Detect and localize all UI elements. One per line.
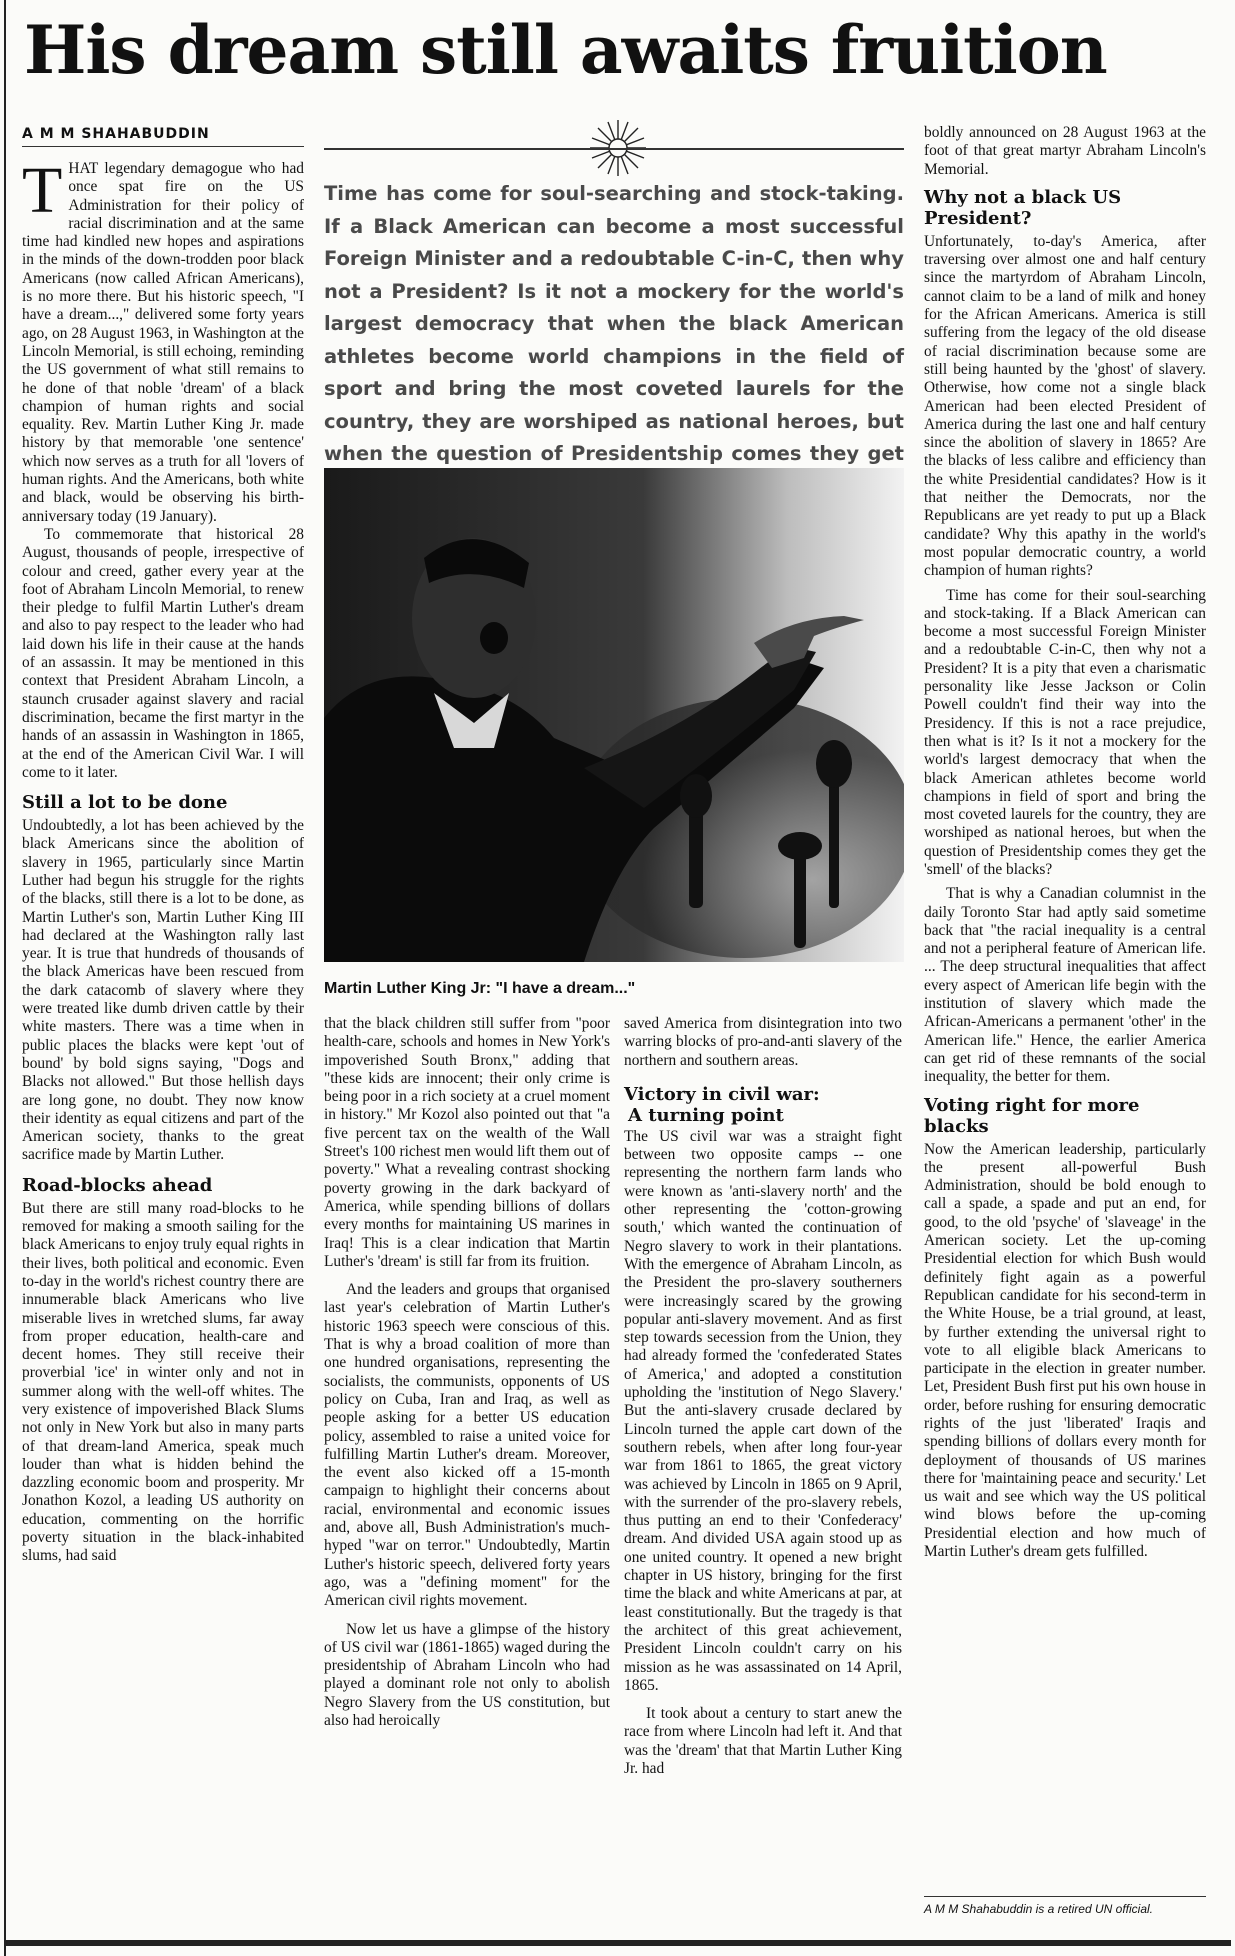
paragraph: Now let us have a glimpse of the history of US civil war (1861-1865) waged during the presidentship of Abraham Lincoln who had played a dominant role not only to abolish Negro Slavery from the US constitution, but also had heroically <box>324 1620 610 1729</box>
paragraph: Undoubtedly, a lot has been achieved by the black Americans since the abolition of slavery in 1965, particularly since Martin Luther had begun his struggle for the rights of the blacks, still there is a lot to be done, as Martin Luther's son, Martin Luther King III had declared at the Washington rally last year. It is true that hundreds of thousands of the black Americas have been rescued from the dark catacomb of slavery where they were treated like dumb driven cattle by their white masters. There was a time when in public places the blacks were kept 'out of bound' by bold signs saying, "Dogs and Blacks not allowed." But those hellish days are long gone, no doubt. They now know their identity as equal citizens and part of the American society, thanks to the great sacrifice made by Martin Luther. <box>22 817 304 1164</box>
paragraph: that the black children still suffer from "poor health-care, schools and homes in New York's impoverished South Bronx," adding that "these kids are innocent; their only crime is being poor in a rich society at a cruel moment in history." Mr Kozol also pointed out that "a five percent tax on the wealth of the Wall Street's 100 richest men would lift them out of poverty." What a revealing contrast shocking poverty growing in the dark backyard of America, while spending billions of dollars every months for maintaining US marines in Iraq! This is a clear indication that Martin Luther's 'dream' is still far from its fruition. <box>324 1015 610 1270</box>
paragraph: That is why a Canadian columnist in the daily Toronto Star had aptly said sometime back that "the racial inequality is a central and not a peripheral feature of American life. ... The deep structural inequalities that affect every aspect of American life begin with the institution of slavery which made the African-Americans a permanent 'other' in the American life." Hence, the earlier America can get rid of these remnants of the social inequality, the better for them. <box>924 885 1206 1086</box>
subheading: Road-blocks ahead <box>22 1174 213 1196</box>
left-border-rule <box>4 0 6 1956</box>
lead-paragraph: THAT legendary demagogue who had once spat fire on the US Administration for their policy of racial discrimination and at the same time had kindled new hopes and aspirations in the minds of the down-trodden poor black Americans (now called African Americans), is no more there. But his historic speech, "I have a dream...," delivered some forty years ago, on 28 August 1963, in Washington at the Lincoln Memorial, is still echoing, reminding the US government of what still remains to he done of that noble 'dream' of a black champion of human rights and social equality. Rev. Martin Luther King Jr. made history by that memorable 'one sentence' which now serves as a truth for all 'lovers of human rights. And the Americans, both white and black, would be observing his birth-anniversary today (19 January). <box>22 154 304 525</box>
subheading: Still a lot to be done <box>22 792 228 814</box>
paragraph: boldly announced on 28 August 1963 at the foot of that great martyr Abraham Lincoln's Memorial. <box>924 124 1206 178</box>
bottom-border-rule <box>4 1940 1231 1946</box>
photo-caption: Martin Luther King Jr: "I have a dream..." <box>324 980 636 997</box>
paragraph: Time has come for their soul-searching and stock-taking. If a Black American can become a most successful Foreign Minister and a redoubtable C-in-C, then why not a President? It is a pity that even a charismatic personality like Jesse Jackson or Colin Powell couldn't find their way into the Presidency. If this is not a race prejudice, then what is it? Is it not a mockery for the world's largest democracy that when the black American athletes become world champions in field of sport and bring the most coveted laurels for the country, they are worshiped as national heroes, but when the question of Presidentship comes they get the 'smell' of the blacks? <box>924 586 1206 878</box>
column-2 <box>324 1015 610 1730</box>
column-4 <box>924 124 1206 1561</box>
subheading: Voting right for more blacks <box>924 1094 1140 1137</box>
martin-luther-king-photo <box>324 468 904 962</box>
paragraph: It took about a century to start anew the race from where Lincoln had left it. And that was the 'dream' that that Martin Luther King Jr. had <box>624 1705 902 1777</box>
paragraph: The US civil war was a straight fight between two opposite camps -- one representing the northern farm lands who were known as 'anti-slavery north' and the other representing the 'cotton-growing south,' which wanted the continuation of Negro slavery to work in their plantations. With the emergence of Abraham Lincoln, as the President the pro-slavery southerners were increasingly scared by the growing popular anti-slavery movement. And as first step towards secession from the Union, they had already formed the 'confederated States of America,' and adopted a constitution upholding the 'institution of Nego Slavery.' But the anti-slavery crusade declared by Lincoln turned the apple cart down of the southern rebels, when after long four-year war from 1861 to 1865, the great victory was achieved by Lincoln in 1865 on 9 April, with the surrender of the pro-slavery rebels, thus putting an end to their 'Confederacy' dream. And divided USA again stood up as one united country. It opened a new bright chapter in US history, bringing for the first time the black and white Americans at par, at least constitutionally. But the tragedy is that the architect of this great achievement, President Lincoln couldn't carry on his mission as he was assassinated on 14 April, 1865. <box>624 1127 902 1694</box>
paragraph: To commemorate that historical 28 August, thousands of people, irrespective of colour and creed, gather every year at the foot of Abraham Lincoln Memorial, to renew their pledge to fulfil Martin Luther's dream and also to pay respect to the leader who had laid down his life in their cause at the hands of an assassin. It may be mentioned in this context that President Abraham Lincoln, a staunch crusader against slavery and racial discrimination, became the first martyr in the hands of an assassin in Washington in 1865, at the end of the American Civil War. I will come to it later. <box>22 525 304 781</box>
author-note: A M M Shahabuddin is a retired UN official. <box>924 1902 1153 1916</box>
drop-cap: T <box>22 154 63 227</box>
subheading: Why not a black US President? <box>924 186 1122 229</box>
byline: A M M SHAHABUDDIN <box>22 126 210 142</box>
paragraph: Unfortunately, to-day's America, after traversing over almost one and half century since the martyrdom of Abraham Lincoln, cannot claim to be a land of milk and honey for the African Americans. America is still suffering from the legacy of the old disease of racial discrimination because some are still being haunted by the 'ghost' of slavery. Otherwise, how come not a single black American had been elected President of America during the last one and half century since the abolition of slavery in 1865? Are the blacks of less calibre and efficiency than the white Presidential candidates? How is it that neither the Democrats, nor the Republicans are yet ready to put up a Black candidate? Why this apathy in the world's most popular democratic country, a world champion of human rights? <box>924 232 1206 580</box>
paragraph: But there are still many road-blocks to he removed for making a smooth sailing for the black Americans to enjoy truly equal rights in their lives, both political and economic. Even to-day in the world's richest country there are innumerable black Americans who live miserable lives in wretched slums, far away from proper education, health-care and decent homes. They still receive their proverbial 'ice' in winter only and not in summer along with the well-off whites. The very existence of impoverished Black Slums not only in New York but also in many parts of that dream-land America, speak much louder than what is hidden behind the dazzling economic boom and prosperity. Mr Jonathon Kozol, a leading US authority on education, commenting on the horrific poverty situation in the black-inhabited slums, had said <box>22 1199 304 1565</box>
paragraph: And the leaders and groups that organised last year's celebration of Martin Luther's historic 1963 speech were conscious of this. That is why a broad coalition of more than one hundred organisations, representing the socialists, the communists, opponents of US policy on Cuba, Iran and Iraq, as well as people asking for a better US education policy, assembled to raise a united voice for fulfilling Martin Luther's dream. Moreover, the event also kicked off a 15-month campaign to highlight their concerns about racial, environmental and economic issues and, above all, Bush Administration's much-hyped "war on terror." Undoubtedly, Martin Luther's historic speech, delivered forty years ago, was a "defining moment" for the American civil rights movement. <box>324 1281 610 1610</box>
paragraph: Now the American leadership, particularly the present all-powerful Bush Administration, should be bold enough to call a spade, a spade and put an end, for good, to the old 'psyche' of 'slaveage' in the American society. Let the up-coming Presidential election for which Bush would definitely fight again as a powerful Republican candidate for his second-term in the White House, be a trial ground, at least, by further extending the universal right to vote to all eligible black Americans to participate in the election in greater number. Let, President Bush first put his own house in order, before rushing for ensuring democratic rights of the just 'liberated' Iraqis and spending billions of dollars every month for deployment of thousands of US marines there for 'maintaining peace and security.' Let us wait and see which way the US political wind blows before the up-coming Presidential election and how much of Martin Luther's dream gets fulfilled. <box>924 1140 1206 1561</box>
byline-rule <box>22 146 304 147</box>
pull-quote: Time has come for soul-searching and stock-taking. If a Black American can become a most successful Foreign Minister and a redoubtable C-in-C, then why not a President? Is it not a mockery for the world's largest democracy that when the black American athletes become world champions in the field of sport and bring the most coveted laurels for the country, they are worshiped as national heroes, but when the question of Presidentship comes they get <box>324 182 904 465</box>
column-1 <box>22 154 304 1566</box>
headline: His dream still awaits fruition <box>24 11 1107 89</box>
paragraph: saved America from disintegration into two warring blocks of pro-and-anti slavery of the northern and southern areas. <box>624 1015 902 1069</box>
subheading: Victory in civil war: A turning point <box>624 1083 820 1126</box>
footnote-rule <box>924 1896 1206 1897</box>
pull-quote-rule <box>324 148 904 150</box>
column-3 <box>624 1015 902 1778</box>
